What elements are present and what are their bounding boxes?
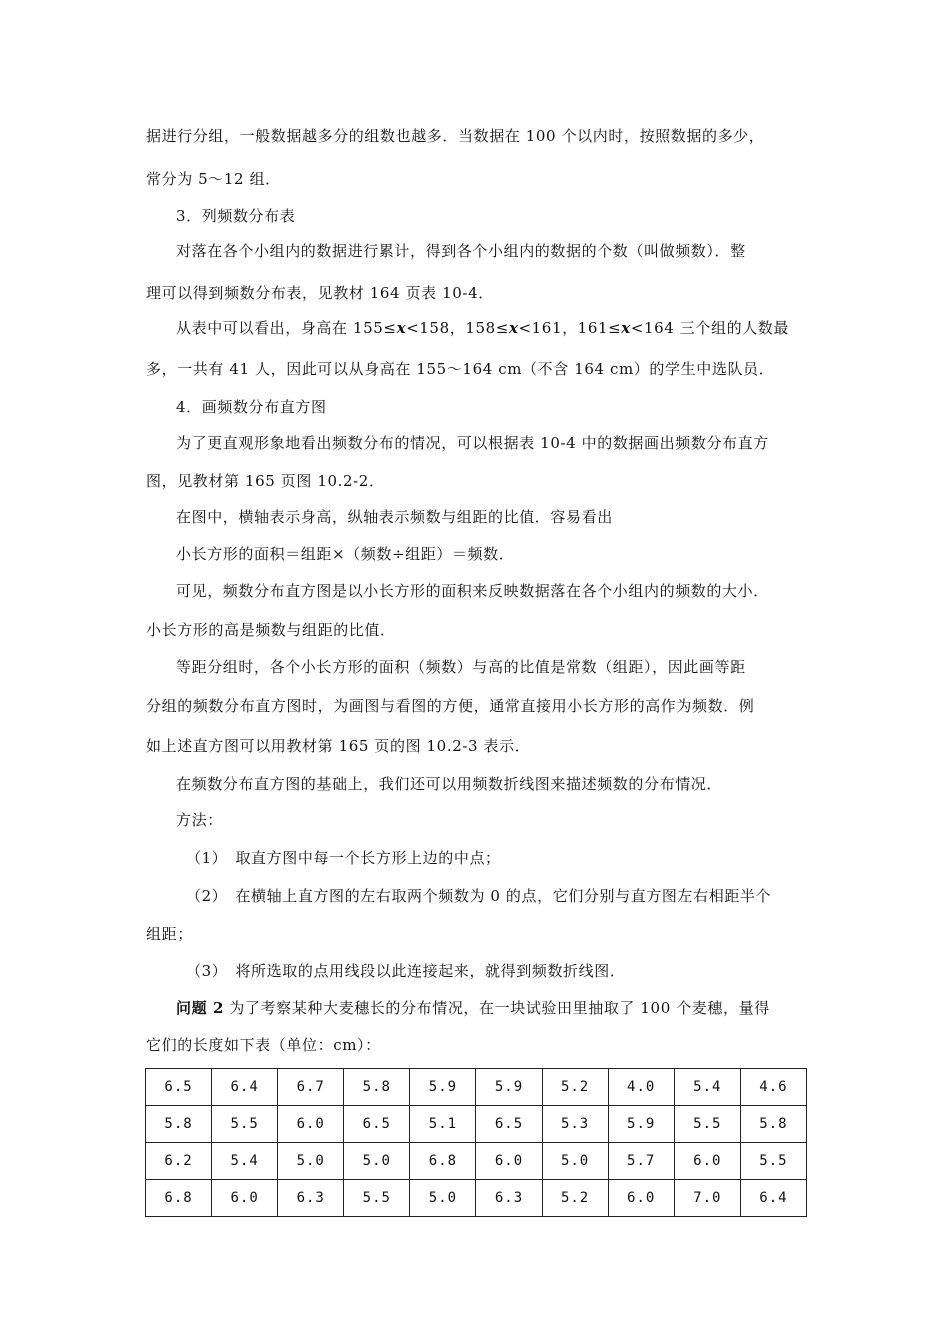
table-cell: 6.5 <box>146 1069 212 1106</box>
table-cell: 6.5 <box>476 1106 542 1143</box>
paragraph-line: 多，一共有 41 人，因此可以从身高在 155～164 cm（不含 164 cm）的学生中选队员． <box>146 360 775 378</box>
table-cell: 7.0 <box>674 1180 740 1217</box>
table-cell: 5.4 <box>674 1069 740 1106</box>
formula-line: 小长方形的面积＝组距×（频数÷组距）＝频数． <box>176 545 515 563</box>
paragraph-line: 在图中，横轴表示身高，纵轴表示频数与组距的比值．容易看出 <box>176 508 613 526</box>
table-cell: 5.8 <box>344 1069 410 1106</box>
table-cell: 5.4 <box>212 1143 278 1180</box>
paragraph-line: 可见，频数分布直方图是以小长方形的面积来反映数据落在各个小组内的频数的大小． <box>176 582 769 600</box>
table-cell: 6.7 <box>278 1069 344 1106</box>
paragraph-line: 图，见教材第 165 页图 10.2-2． <box>146 472 385 490</box>
paragraph-line: 如上述直方图可以用教材第 165 页的图 10.2-3 表示． <box>146 737 531 755</box>
text-segment: <161，161≤ <box>518 319 622 337</box>
text-segment: 为了考察某种大麦穗长的分布情况，在一块试验田里抽取了 100 个麦穗，量得 <box>224 999 770 1017</box>
table-cell: 6.0 <box>212 1180 278 1217</box>
math-variable: x <box>396 319 407 337</box>
table-cell: 6.4 <box>212 1069 278 1106</box>
table-cell: 6.5 <box>344 1106 410 1143</box>
table-cell: 6.4 <box>740 1180 806 1217</box>
table-cell: 6.2 <box>146 1143 212 1180</box>
paragraph-line: 据进行分组，一般数据越多分的组数也越多．当数据在 100 个以内时，按照数据的多少， <box>146 127 765 145</box>
section-heading-4: 4．画频数分布直方图 <box>176 398 327 416</box>
table-cell: 5.1 <box>410 1106 476 1143</box>
table-cell: 6.0 <box>278 1106 344 1143</box>
table-cell: 5.0 <box>410 1180 476 1217</box>
table-cell: 6.8 <box>410 1143 476 1180</box>
table-cell: 4.6 <box>740 1069 806 1106</box>
data-table <box>145 1068 807 1217</box>
problem-label: 问题 2 <box>176 999 225 1017</box>
table-row <box>146 1143 807 1180</box>
list-item-continuation: 组距； <box>146 925 193 943</box>
table-cell: 5.5 <box>212 1106 278 1143</box>
table-cell: 5.9 <box>476 1069 542 1106</box>
table-cell: 6.8 <box>146 1180 212 1217</box>
table-cell: 6.3 <box>278 1180 344 1217</box>
text-segment: 从表中可以看出，身高在 155≤ <box>176 319 397 337</box>
problem-statement <box>176 998 842 1018</box>
table-body <box>146 1069 807 1217</box>
method-label: 方法： <box>176 811 223 829</box>
table-cell: 6.3 <box>476 1180 542 1217</box>
table-row <box>146 1180 807 1217</box>
table-cell: 6.0 <box>674 1143 740 1180</box>
paragraph-line: 小长方形的高是频数与组距的比值． <box>146 621 396 639</box>
table-row <box>146 1069 807 1106</box>
table-cell: 6.0 <box>608 1180 674 1217</box>
table-cell: 4.0 <box>608 1069 674 1106</box>
paragraph-line: 对落在各个小组内的数据进行累计，得到各个小组内的数据的个数（叫做频数）．整 <box>176 242 746 260</box>
list-item: （3） 将所选取的点用线段以此连接起来，就得到频数折线图． <box>186 962 626 980</box>
table-cell: 5.0 <box>344 1143 410 1180</box>
text-segment: <158，158≤ <box>406 319 509 337</box>
table-cell: 5.0 <box>278 1143 344 1180</box>
math-variable: x <box>508 319 519 337</box>
table-cell: 5.7 <box>608 1143 674 1180</box>
paragraph-line: 为了更直观形象地看出频数分布的情况，可以根据表 10-4 中的数据画出频数分布直方 <box>176 434 769 452</box>
table-cell: 5.8 <box>740 1106 806 1143</box>
table-cell: 5.3 <box>542 1106 608 1143</box>
table-cell: 5.9 <box>410 1069 476 1106</box>
table-cell: 5.5 <box>344 1180 410 1217</box>
paragraph-line: 在频数分布直方图的基础上，我们还可以用频数折线图来描述频数的分布情况． <box>176 775 723 793</box>
table-cell: 6.0 <box>476 1143 542 1180</box>
table-cell: 5.0 <box>542 1143 608 1180</box>
text-segment: <164 三个组的人数最 <box>630 319 790 337</box>
paragraph-line: 等距分组时，各个小长方形的面积（频数）与高的比值是常数（组距），因此画等距 <box>176 658 746 676</box>
paragraph-line: 分组的频数分布直方图时，为画图与看图的方便，通常直接用小长方形的高作为频数．例 <box>146 697 755 715</box>
table-cell: 5.8 <box>146 1106 212 1143</box>
table-cell: 5.5 <box>674 1106 740 1143</box>
table-cell: 5.9 <box>608 1106 674 1143</box>
paragraph-line: 常分为 5～12 组． <box>146 170 281 188</box>
math-variable: x <box>621 319 631 337</box>
table-cell: 5.5 <box>740 1143 806 1180</box>
table-cell: 5.2 <box>542 1069 608 1106</box>
list-item: （1） 取直方图中每一个长方形上边的中点； <box>186 849 501 867</box>
paragraph-line: 它们的长度如下表（单位：cm）： <box>146 1036 381 1054</box>
list-item: （2） 在横轴上直方图的左右取两个频数为 0 的点，它们分别与直方图左右相距半个 <box>186 887 772 905</box>
paragraph-line-with-math <box>176 318 842 338</box>
table-row <box>146 1106 807 1143</box>
section-heading-3: 3．列频数分布表 <box>176 207 296 225</box>
table-cell: 5.2 <box>542 1180 608 1217</box>
paragraph-line: 理可以得到频数分布表，见教材 164 页表 10-4． <box>146 284 494 302</box>
